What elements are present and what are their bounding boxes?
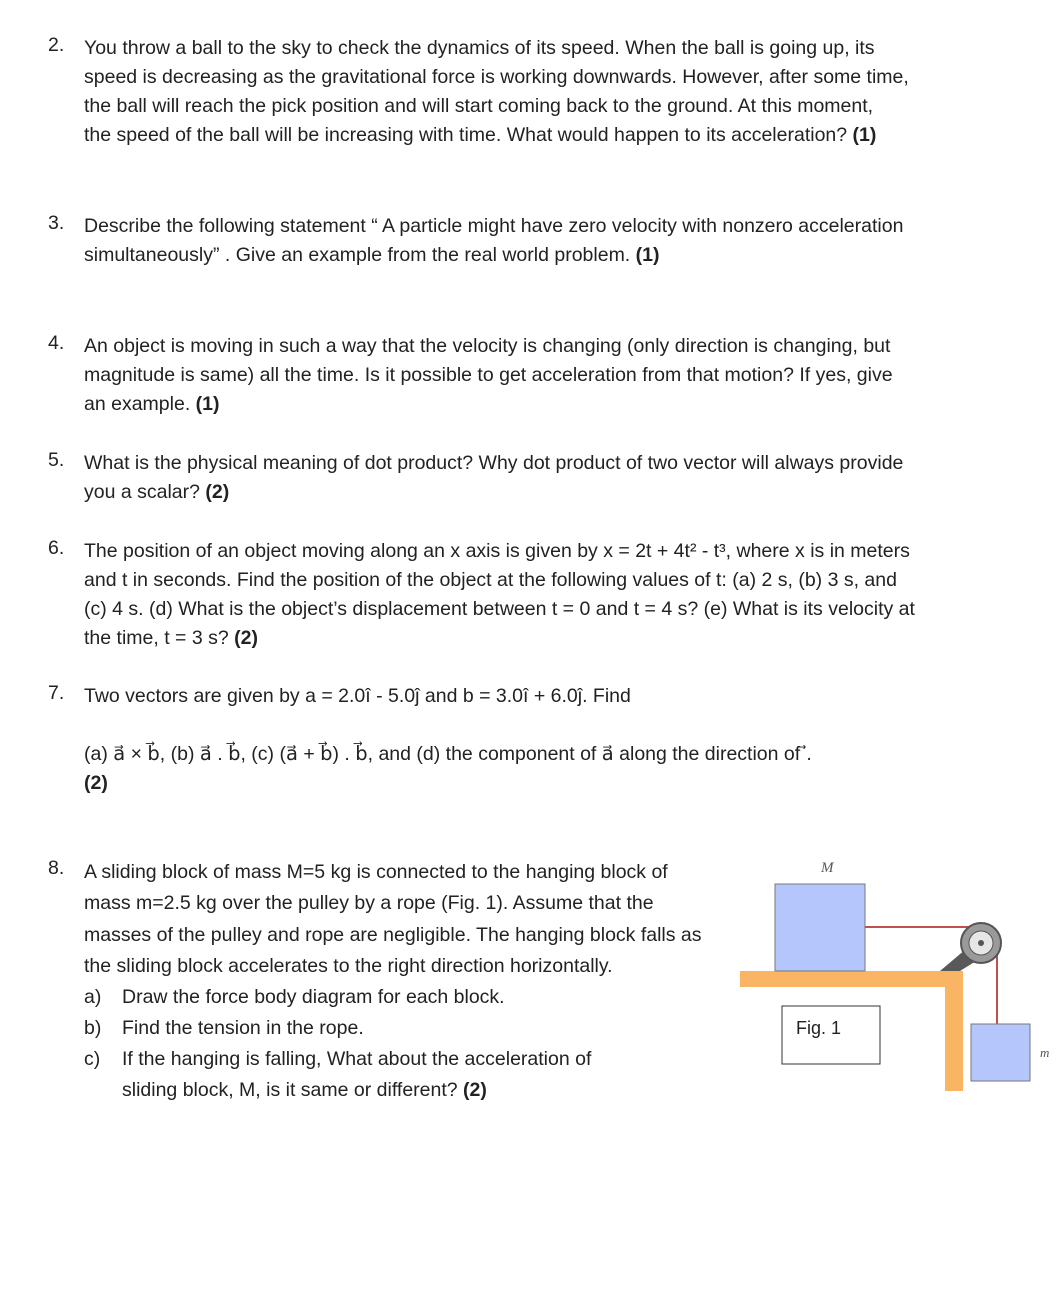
text-line: the sliding block accelerates to the right direction horizontally. (84, 954, 613, 977)
text-line: speed is decreasing as the gravitational force is working downwards. However, after some time, (84, 66, 909, 88)
question-text (84, 682, 812, 798)
question-number: 8. (48, 857, 65, 879)
text-line: masses of the pulley and rope are negligible. The hanging block falls as (84, 923, 702, 946)
sub-label: b) (84, 1017, 102, 1040)
question-number: 4. (48, 332, 65, 354)
table-leg (945, 971, 963, 1091)
question-7 (48, 682, 812, 798)
question-number: 6. (48, 537, 65, 559)
text-line: If the hanging is falling, What about the acceleration of (122, 1048, 592, 1071)
text-line: Draw the force body diagram for each block. (122, 986, 505, 1009)
label-m: m (1040, 1045, 1050, 1060)
text-line: simultaneously” . Give an example from the real world problem. (84, 244, 631, 266)
question-number: 7. (48, 682, 65, 704)
text-line: (a) a⃗ × b⃗, (b) a⃗ . b⃗, (c) (a⃗ + b⃗) . b⃗, and (d) the component of a⃗ along the direction of ⃗. (84, 743, 812, 765)
question-number: 3. (48, 212, 65, 234)
text-line: What is the physical meaning of dot product? Why dot product of two vector will always provide (84, 452, 904, 474)
hanging-block-m (971, 1024, 1030, 1081)
text-line: (c) 4 s. (d) What is the object’s displacement between t = 0 and t = 4 s? (e) What is its velocity at (84, 598, 915, 620)
question-text (84, 537, 915, 653)
text-line: you a scalar? (84, 481, 200, 503)
sub-label: a) (84, 986, 102, 1009)
text-line (84, 711, 812, 740)
text-line: You throw a ball to the sky to check the dynamics of its speed. When the ball is going up, its (84, 37, 875, 59)
question-4 (48, 332, 893, 419)
question-text (84, 857, 702, 982)
text-line: The position of an object moving along an x axis is given by x = 2t + 4t² - t³, where x is in meters (84, 540, 910, 562)
label-M: M (821, 860, 834, 876)
question-3 (48, 212, 903, 270)
pulley-axle (978, 940, 984, 946)
question-number: 5. (48, 449, 65, 471)
sub-question-c (84, 1044, 702, 1075)
sub-question-b (84, 1013, 702, 1044)
question-number: 2. (48, 34, 65, 56)
question-text (84, 212, 903, 270)
marks: (2) (205, 481, 230, 503)
question-text (84, 332, 893, 419)
question-text (84, 449, 903, 507)
text-line: Find the tension in the rope. (122, 1017, 364, 1040)
text-line: the speed of the ball will be increasing with time. What would happen to its acceleration? (84, 124, 848, 146)
figure-caption: Fig. 1 (796, 1018, 842, 1038)
text-line: the time, t = 3 s? (84, 627, 229, 649)
text-line: an example. (84, 393, 191, 415)
sub-questions (84, 982, 702, 1106)
text-line: sliding block, M, is it same or different? (122, 1079, 458, 1102)
marks: (2) (234, 627, 258, 649)
pulley-figure (735, 850, 1050, 1100)
sliding-block-M (775, 884, 865, 971)
text-line: the ball will reach the pick position and will start coming back to the ground. At this moment, (84, 95, 874, 117)
table-top (740, 971, 961, 987)
text-line: An object is moving in such a way that the velocity is changing (only direction is changing, but (84, 335, 891, 357)
text-line: Two vectors are given by a = 2.0î - 5.0ĵ and b = 3.0î + 6.0ĵ. Find (84, 685, 631, 707)
text-line: magnitude is same) all the time. Is it possible to get acceleration from that motion? If yes, give (84, 364, 893, 386)
marks: (1) (635, 244, 660, 266)
marks: (2) (463, 1079, 487, 1102)
question-2 (48, 34, 909, 150)
question-text (84, 34, 909, 150)
text-line: Describe the following statement “ A particle might have zero velocity with nonzero acceleration (84, 215, 904, 237)
question-8 (48, 857, 702, 1106)
question-5 (48, 449, 903, 507)
question-6 (48, 537, 915, 653)
marks: (1) (852, 124, 877, 146)
marks: (2) (84, 772, 108, 794)
sub-question-a (84, 982, 702, 1013)
marks: (1) (195, 393, 220, 415)
text-line: A sliding block of mass M=5 kg is connected to the hanging block of (84, 861, 668, 883)
sub-label: c) (84, 1048, 101, 1071)
text-line: and t in seconds. Find the position of the object at the following values of t: (a) 2 s, (b) 3 s, and (84, 569, 897, 591)
text-line: mass m=2.5 kg over the pulley by a rope (Fig. 1). Assume that the (84, 892, 654, 915)
